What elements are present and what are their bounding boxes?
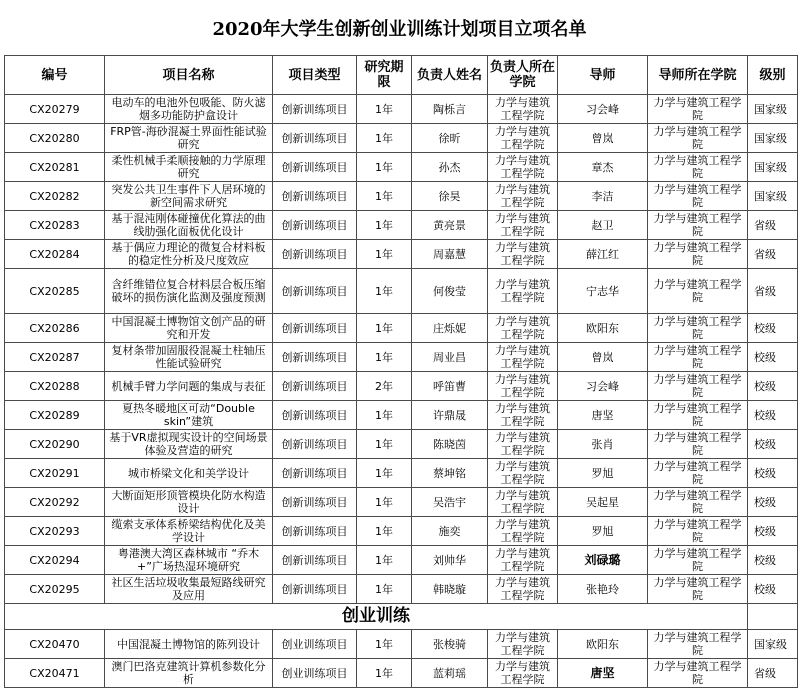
project-name: 复材条带加固服役混凝土柱轴压性能试验研究 [105,343,273,372]
project-type: 创新训练项目 [273,95,357,124]
research-term: 1年 [357,269,412,314]
header-cell: 导师所在学院 [648,56,748,95]
mentor-college: 力学与建筑工程学院 [648,659,748,688]
header-cell: 研究期限 [357,56,412,95]
table-row [5,546,798,575]
research-term: 1年 [357,630,412,659]
mentor-college: 力学与建筑工程学院 [648,546,748,575]
table-row [5,517,798,546]
table-row [5,575,798,604]
project-id: CX20293 [5,517,105,546]
header-row [5,56,798,95]
leader-college: 力学与建筑工程学院 [488,343,558,372]
mentor-name: 欧阳东 [558,314,648,343]
mentor-name: 张艳玲 [558,575,648,604]
mentor-name: 唐坚 [558,659,648,688]
mentor-name: 罗旭 [558,459,648,488]
project-id: CX20290 [5,430,105,459]
leader-college: 力学与建筑工程学院 [488,95,558,124]
project-name: 社区生活垃圾收集最短路线研究及应用 [105,575,273,604]
mentor-college: 力学与建筑工程学院 [648,401,748,430]
project-type: 创新训练项目 [273,430,357,459]
project-level: 校级 [748,575,798,604]
project-type: 创新训练项目 [273,182,357,211]
project-type: 创新训练项目 [273,401,357,430]
mentor-name: 曾岚 [558,343,648,372]
leader-college: 力学与建筑工程学院 [488,546,558,575]
leader-college: 力学与建筑工程学院 [488,211,558,240]
mentor-name: 罗旭 [558,517,648,546]
table-row [5,372,798,401]
project-type: 创业训练项目 [273,659,357,688]
project-name: FRP管-海砂混凝土界面性能试验研究 [105,124,273,153]
project-level: 校级 [748,517,798,546]
leader-name: 施奕 [412,517,488,546]
project-type: 创新训练项目 [273,153,357,182]
project-name: 大断面矩形顶管模块化防水构造设计 [105,488,273,517]
mentor-name: 张肖 [558,430,648,459]
project-level: 国家级 [748,95,798,124]
research-term: 1年 [357,659,412,688]
mentor-name: 唐坚 [558,401,648,430]
project-level: 省级 [748,211,798,240]
mentor-name: 薛江红 [558,240,648,269]
header-cell: 级别 [748,56,798,95]
header-cell: 项目类型 [273,56,357,95]
mentor-name: 章杰 [558,153,648,182]
leader-name: 徐昊 [412,182,488,211]
leader-name: 蔡坤铭 [412,459,488,488]
table-row [5,124,798,153]
mentor-name: 欧阳东 [558,630,648,659]
project-level: 国家级 [748,153,798,182]
mentor-college: 力学与建筑工程学院 [648,240,748,269]
mentor-college: 力学与建筑工程学院 [648,630,748,659]
project-name: 缆索支承体系桥梁结构优化及美学设计 [105,517,273,546]
table-row [5,240,798,269]
mentor-college: 力学与建筑工程学院 [648,343,748,372]
leader-college: 力学与建筑工程学院 [488,124,558,153]
table-row [5,95,798,124]
project-id: CX20471 [5,659,105,688]
project-id: CX20288 [5,372,105,401]
project-name: 粤港澳大湾区森林城市 “乔木+”广场热湿环境研究 [105,546,273,575]
leader-college: 力学与建筑工程学院 [488,240,558,269]
leader-name: 吴浩宇 [412,488,488,517]
mentor-college: 力学与建筑工程学院 [648,575,748,604]
mentor-college: 力学与建筑工程学院 [648,124,748,153]
leader-college: 力学与建筑工程学院 [488,488,558,517]
table-row [5,401,798,430]
project-type: 创新训练项目 [273,343,357,372]
mentor-name: 习会峰 [558,95,648,124]
leader-name: 陈晓茵 [412,430,488,459]
project-id: CX20286 [5,314,105,343]
header-cell: 负责人所在学院 [488,56,558,95]
project-id: CX20291 [5,459,105,488]
mentor-college: 力学与建筑工程学院 [648,372,748,401]
project-level: 校级 [748,343,798,372]
mentor-name: 宁志华 [558,269,648,314]
leader-name: 许鼎晟 [412,401,488,430]
table-row [5,182,798,211]
project-id: CX20283 [5,211,105,240]
mentor-college: 力学与建筑工程学院 [648,211,748,240]
project-type: 创业训练项目 [273,630,357,659]
project-level: 校级 [748,314,798,343]
project-level: 国家级 [748,182,798,211]
leader-college: 力学与建筑工程学院 [488,517,558,546]
project-type: 创新训练项目 [273,488,357,517]
leader-college: 力学与建筑工程学院 [488,575,558,604]
header-cell: 项目名称 [105,56,273,95]
research-term: 1年 [357,124,412,153]
project-name: 基于偶应力理论的微复合材料板的稳定性分析及尺度效应 [105,240,273,269]
research-term: 1年 [357,575,412,604]
project-type: 创新训练项目 [273,546,357,575]
project-level: 省级 [748,659,798,688]
research-term: 1年 [357,430,412,459]
project-name: 含纤维错位复合材料层合板压缩破坏的损伤演化监测及强度预测 [105,269,273,314]
table-row [5,430,798,459]
leader-name: 周业昌 [412,343,488,372]
section-label: 创业训练 [5,604,748,630]
leader-name: 何俊莹 [412,269,488,314]
project-name: 澳门巴洛克建筑计算机参数化分析 [105,659,273,688]
project-id: CX20282 [5,182,105,211]
project-type: 创新训练项目 [273,269,357,314]
leader-name: 蓝莉瑶 [412,659,488,688]
project-type: 创新训练项目 [273,575,357,604]
project-level: 省级 [748,240,798,269]
project-id: CX20280 [5,124,105,153]
table-row [5,314,798,343]
table-row [5,269,798,314]
project-level: 校级 [748,546,798,575]
mentor-name: 吴起星 [558,488,648,517]
research-term: 1年 [357,153,412,182]
project-level: 校级 [748,401,798,430]
table-row [5,488,798,517]
leader-college: 力学与建筑工程学院 [488,430,558,459]
leader-college: 力学与建筑工程学院 [488,630,558,659]
project-id: CX20294 [5,546,105,575]
mentor-college: 力学与建筑工程学院 [648,459,748,488]
leader-name: 陶栎言 [412,95,488,124]
project-id: CX20284 [5,240,105,269]
leader-name: 刘帅华 [412,546,488,575]
project-id: CX20289 [5,401,105,430]
mentor-name: 李洁 [558,182,648,211]
research-term: 1年 [357,343,412,372]
research-term: 1年 [357,517,412,546]
mentor-college: 力学与建筑工程学院 [648,182,748,211]
project-level: 校级 [748,372,798,401]
mentor-college: 力学与建筑工程学院 [648,153,748,182]
section-row [5,604,798,630]
project-id: CX20281 [5,153,105,182]
leader-name: 徐昕 [412,124,488,153]
leader-college: 力学与建筑工程学院 [488,459,558,488]
project-type: 创新训练项目 [273,124,357,153]
project-id: CX20285 [5,269,105,314]
project-id: CX20295 [5,575,105,604]
project-name: 城市桥梁文化和美学设计 [105,459,273,488]
leader-college: 力学与建筑工程学院 [488,153,558,182]
project-name: 夏热冬暖地区可动“Double skin”建筑 [105,401,273,430]
project-id: CX20279 [5,95,105,124]
project-name: 中国混凝土博物馆文创产品的研究和开发 [105,314,273,343]
project-type: 创新训练项目 [273,240,357,269]
leader-college: 力学与建筑工程学院 [488,314,558,343]
research-term: 1年 [357,182,412,211]
project-level: 国家级 [748,124,798,153]
header-cell: 编号 [5,56,105,95]
project-name: 基于VR虚拟现实设计的空间场景体验及营造的研究 [105,430,273,459]
leader-college: 力学与建筑工程学院 [488,269,558,314]
mentor-college: 力学与建筑工程学院 [648,488,748,517]
project-name: 突发公共卫生事件下人居环境的新空间需求研究 [105,182,273,211]
project-level: 校级 [748,488,798,517]
table-row [5,153,798,182]
mentor-name: 刘碌璐 [558,546,648,575]
project-id: CX20292 [5,488,105,517]
mentor-college: 力学与建筑工程学院 [648,95,748,124]
leader-name: 孙杰 [412,153,488,182]
project-id: CX20470 [5,630,105,659]
leader-name: 呼笛曹 [412,372,488,401]
mentor-college: 力学与建筑工程学院 [648,517,748,546]
leader-name: 张梭骑 [412,630,488,659]
leader-college: 力学与建筑工程学院 [488,182,558,211]
project-level: 校级 [748,459,798,488]
project-table [4,55,798,688]
research-term: 1年 [357,401,412,430]
leader-college: 力学与建筑工程学院 [488,659,558,688]
leader-college: 力学与建筑工程学院 [488,401,558,430]
project-type: 创新训练项目 [273,459,357,488]
research-term: 2年 [357,372,412,401]
mentor-name: 曾岚 [558,124,648,153]
leader-name: 黄亮景 [412,211,488,240]
research-term: 1年 [357,314,412,343]
project-type: 创新训练项目 [273,517,357,546]
project-level: 校级 [748,430,798,459]
leader-name: 庄烁妮 [412,314,488,343]
project-name: 柔性机械手柔顺接触的力学原理研究 [105,153,273,182]
mentor-name: 习会峰 [558,372,648,401]
leader-name: 韩晓璇 [412,575,488,604]
mentor-college: 力学与建筑工程学院 [648,430,748,459]
research-term: 1年 [357,488,412,517]
research-term: 1年 [357,240,412,269]
leader-college: 力学与建筑工程学院 [488,372,558,401]
research-term: 1年 [357,95,412,124]
research-term: 1年 [357,211,412,240]
mentor-college: 力学与建筑工程学院 [648,314,748,343]
project-name: 机械手臂力学问题的集成与表征 [105,372,273,401]
research-term: 1年 [357,459,412,488]
table-row [5,211,798,240]
table-row [5,459,798,488]
header-cell: 导师 [558,56,648,95]
project-level: 省级 [748,269,798,314]
project-name: 基于混沌刚体碰撞优化算法的曲线肋强化面板优化设计 [105,211,273,240]
project-type: 创新训练项目 [273,372,357,401]
project-type: 创新训练项目 [273,211,357,240]
header-cell: 负责人姓名 [412,56,488,95]
table-row [5,343,798,372]
table-cell [748,604,798,630]
mentor-name: 赵卫 [558,211,648,240]
project-name: 电动车的电池外包吸能、防火滤烟多功能防护盒设计 [105,95,273,124]
research-term: 1年 [357,546,412,575]
table-row [5,659,798,688]
leader-name: 周嘉慧 [412,240,488,269]
project-type: 创新训练项目 [273,314,357,343]
page-title: 2020年大学生创新创业训练计划项目立项名单 [212,18,587,40]
mentor-college: 力学与建筑工程学院 [648,269,748,314]
project-name: 中国混凝土博物馆的陈列设计 [105,630,273,659]
project-level: 国家级 [748,630,798,659]
project-id: CX20287 [5,343,105,372]
table-row [5,630,798,659]
